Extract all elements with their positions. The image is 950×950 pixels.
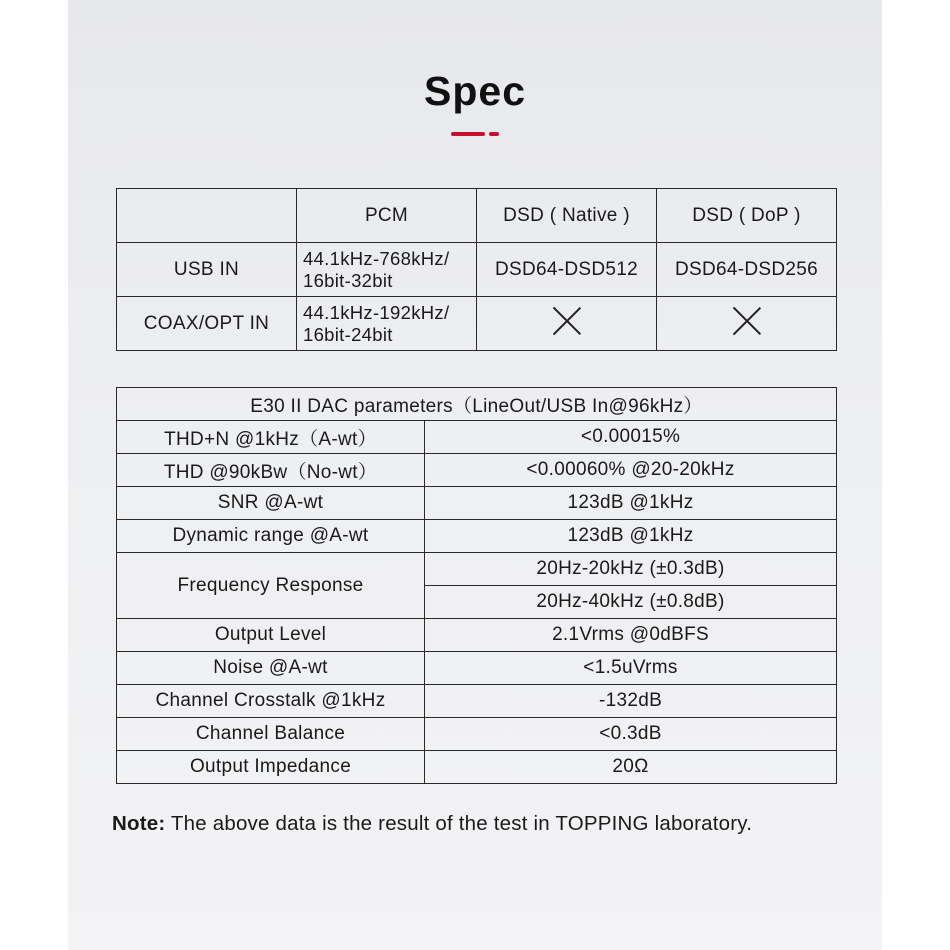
note-text: The above data is the result of the test in TOPPING laboratory. — [165, 812, 753, 835]
pcm-range-line2: 16bit-24bit — [303, 323, 393, 345]
param-label: THD @90kBw（No-wt） — [117, 454, 425, 487]
param-label: SNR @A-wt — [117, 487, 425, 520]
table-row — [117, 619, 837, 652]
note-label: Note: — [112, 812, 166, 835]
table-row — [117, 652, 837, 685]
table-row — [117, 421, 837, 454]
param-value: 2.1Vrms @0dBFS — [425, 619, 837, 652]
input-format-table — [116, 188, 837, 351]
table-row — [117, 487, 837, 520]
param-table-title: E30 II DAC parameters（LineOut/USB In@96kHz） — [117, 388, 837, 421]
param-value: 20Ω — [425, 751, 837, 784]
x-mark-icon — [553, 307, 581, 335]
table-row — [117, 388, 837, 421]
footnote — [112, 812, 752, 836]
header-cell-pcm: PCM — [297, 189, 477, 243]
pcm-range-usb — [297, 243, 477, 297]
param-label: Output Impedance — [117, 751, 425, 784]
param-label: Noise @A-wt — [117, 652, 425, 685]
header-cell-dsd-dop: DSD ( DoP ) — [657, 189, 837, 243]
row-label-usb-in: USB IN — [117, 243, 297, 297]
table-row — [117, 553, 837, 586]
accent-bar — [451, 132, 485, 136]
param-label: Output Level — [117, 619, 425, 652]
param-value: 123dB @1kHz — [425, 520, 837, 553]
dsd-native-coax — [477, 297, 657, 351]
title-accent-line — [451, 132, 499, 136]
pcm-range-line1: 44.1kHz-768kHz/ — [303, 247, 450, 269]
param-value: 20Hz-40kHz (±0.8dB) — [425, 586, 837, 619]
table-row — [117, 454, 837, 487]
dsd-dop-usb: DSD64-DSD256 — [657, 243, 837, 297]
table-row — [117, 189, 837, 243]
param-value: <1.5uVrms — [425, 652, 837, 685]
param-label: Channel Balance — [117, 718, 425, 751]
row-label-coax-opt-in: COAX/OPT IN — [117, 297, 297, 351]
param-value: <0.00060% @20-20kHz — [425, 454, 837, 487]
accent-dot — [489, 132, 499, 136]
param-label: Frequency Response — [117, 553, 425, 619]
page-title: Spec — [424, 68, 526, 114]
table-row — [117, 520, 837, 553]
pcm-range-coax — [297, 297, 477, 351]
header-cell-empty — [117, 189, 297, 243]
table-row — [117, 718, 837, 751]
param-value: <0.3dB — [425, 718, 837, 751]
pcm-range-line1: 44.1kHz-192kHz/ — [303, 301, 450, 323]
header-cell-dsd-native: DSD ( Native ) — [477, 189, 657, 243]
pcm-range-line2: 16bit-32bit — [303, 269, 393, 291]
table-row — [117, 243, 837, 297]
table-row — [117, 685, 837, 718]
param-value: 123dB @1kHz — [425, 487, 837, 520]
param-value: <0.00015% — [425, 421, 837, 454]
dac-parameters-table — [116, 387, 837, 784]
dsd-native-usb: DSD64-DSD512 — [477, 243, 657, 297]
dsd-dop-coax — [657, 297, 837, 351]
x-mark-icon — [733, 307, 761, 335]
table-row — [117, 297, 837, 351]
param-label: THD+N @1kHz（A-wt） — [117, 421, 425, 454]
param-value: 20Hz-20kHz (±0.3dB) — [425, 553, 837, 586]
table-row — [117, 751, 837, 784]
param-value: -132dB — [425, 685, 837, 718]
param-label: Dynamic range @A-wt — [117, 520, 425, 553]
param-label: Channel Crosstalk @1kHz — [117, 685, 425, 718]
